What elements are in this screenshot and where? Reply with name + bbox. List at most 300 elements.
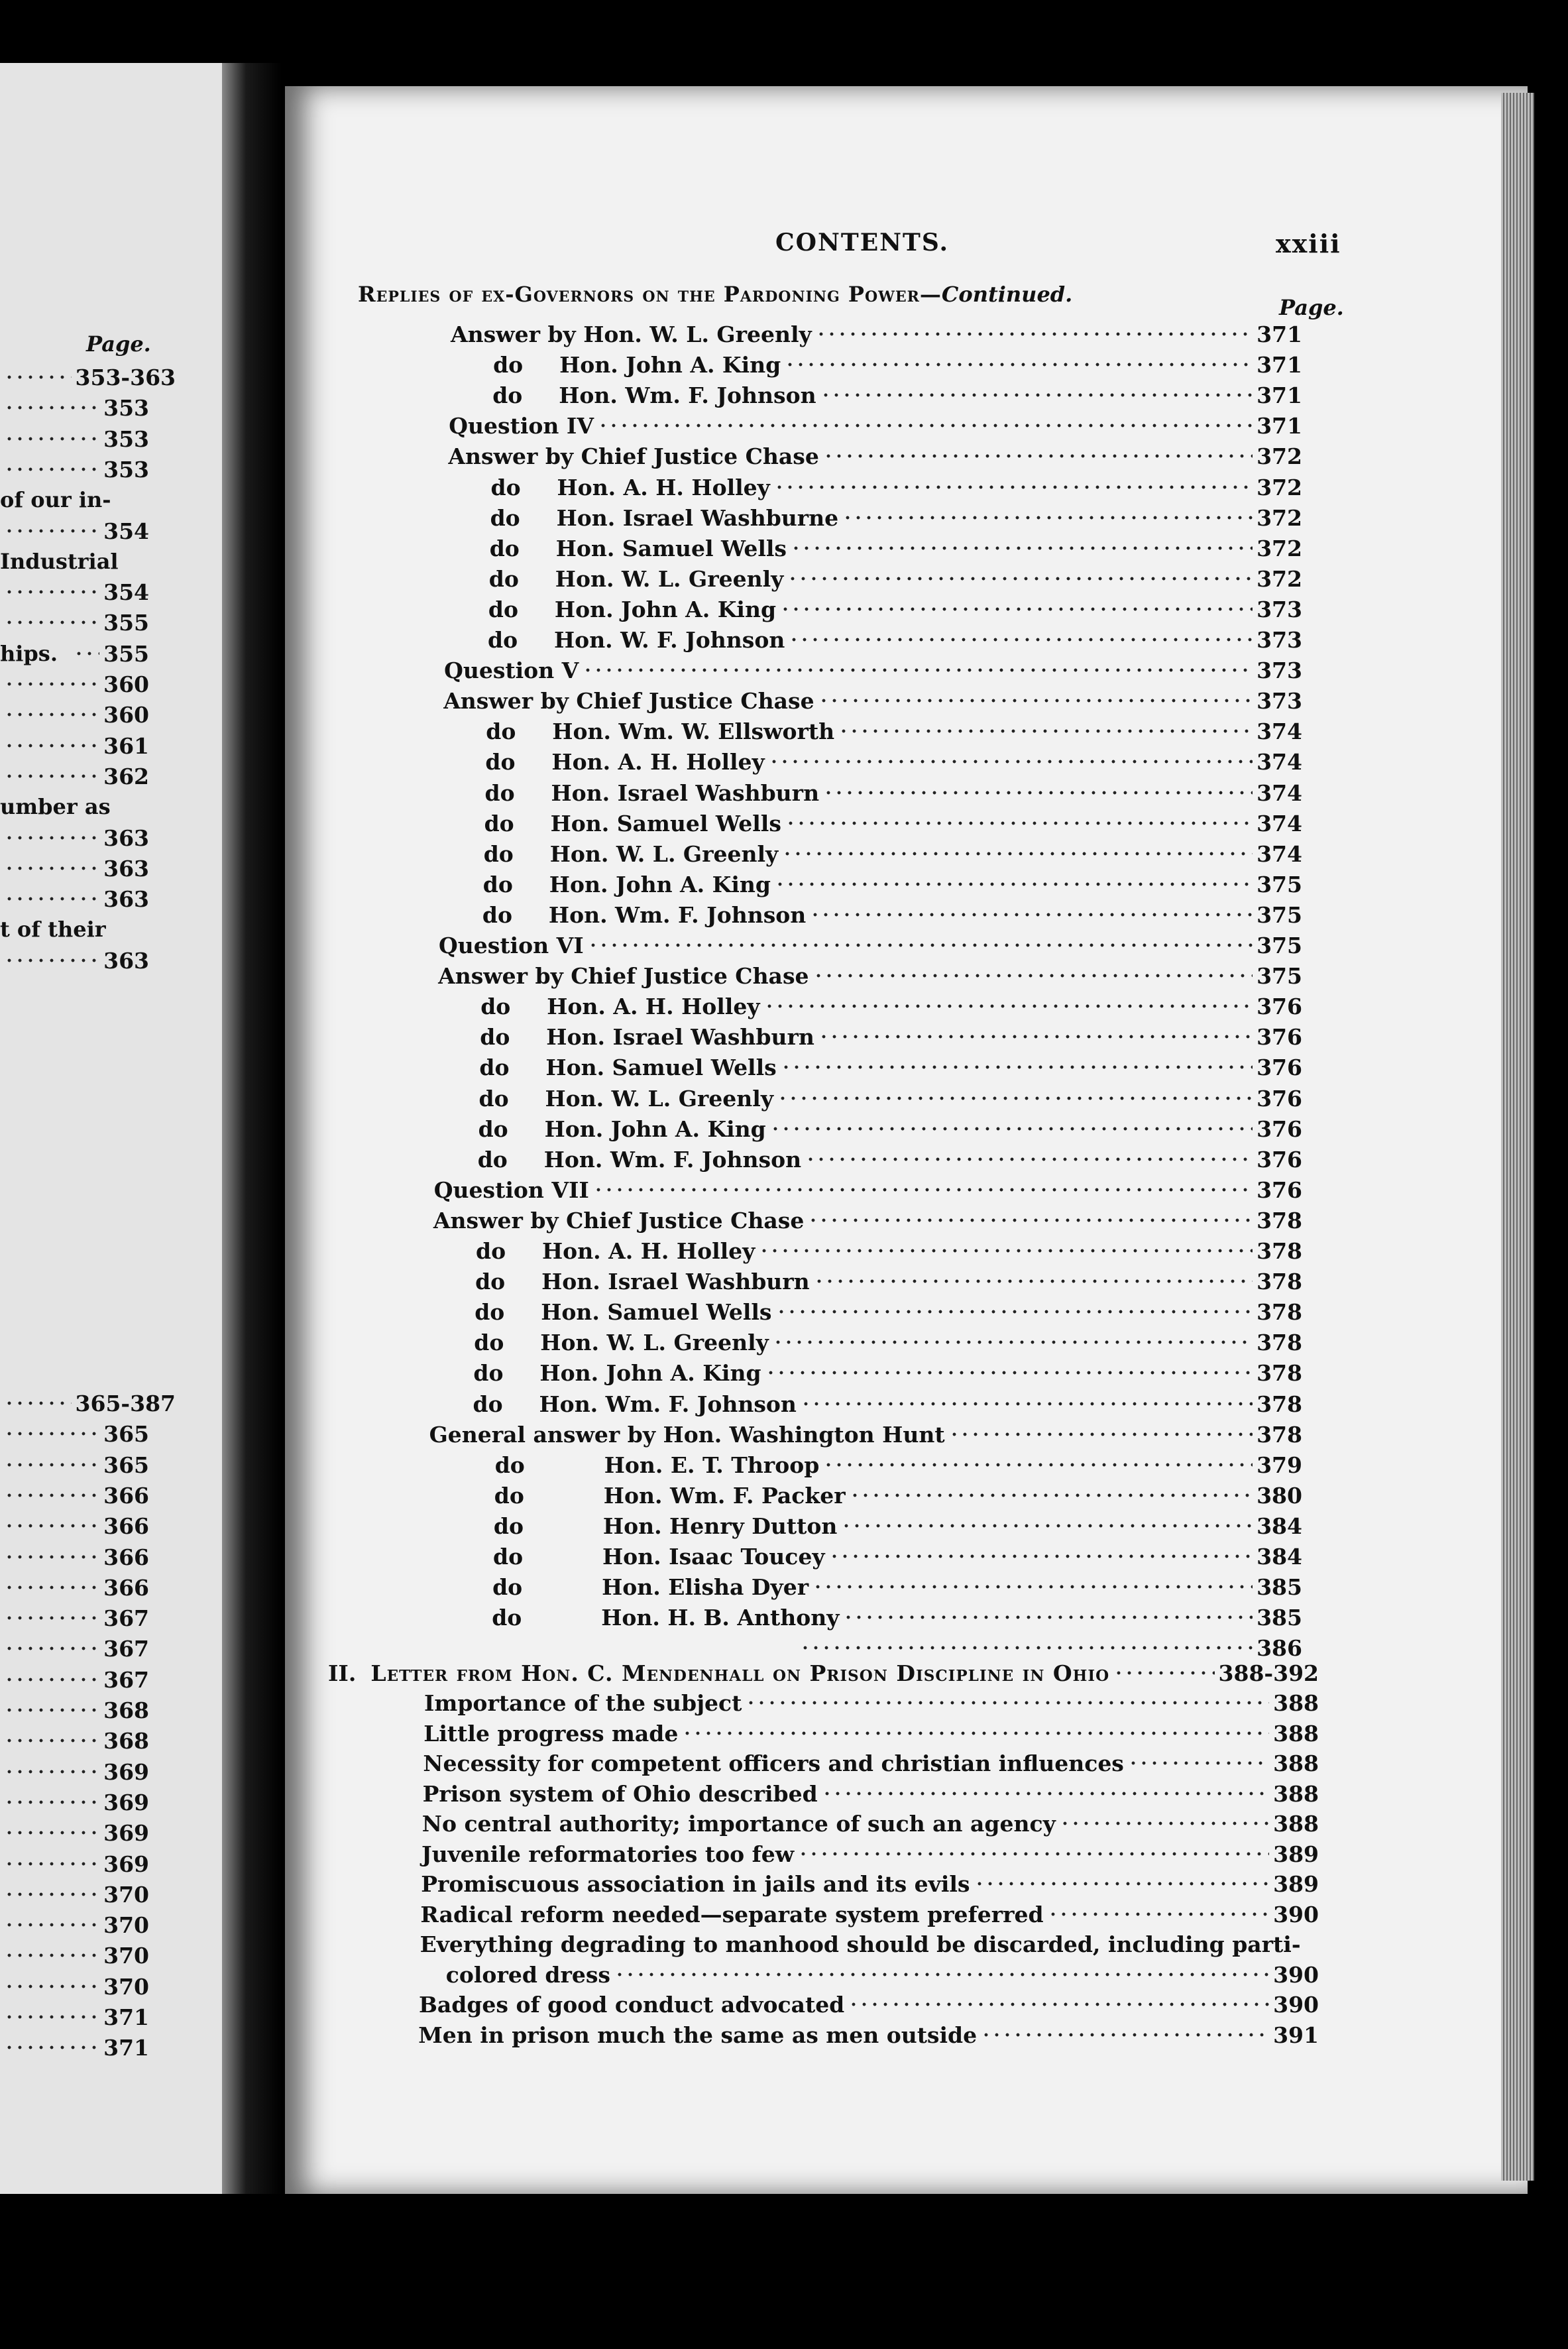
toc-entry-text: Hon. A. H. Holley bbox=[551, 749, 765, 775]
left-page-text: of our in- bbox=[0, 487, 111, 513]
leader-dots bbox=[583, 663, 1253, 677]
ditto-mark: do bbox=[475, 1299, 505, 1326]
toc-entry-text: Hon. Samuel Wells bbox=[550, 810, 781, 836]
toc-entry-label bbox=[486, 718, 834, 744]
left-page-number: 370 bbox=[103, 1973, 149, 2000]
toc-entry-page: 379 bbox=[1257, 1452, 1302, 1478]
section-ii-heading bbox=[328, 1660, 1319, 1686]
toc-entry-page: 376 bbox=[1257, 1176, 1302, 1203]
toc-entry bbox=[434, 1177, 1302, 1203]
leader-dots bbox=[818, 694, 1253, 707]
toc-entry bbox=[473, 1360, 1302, 1386]
toc-entry-text: Hon. W. L. Greenly bbox=[549, 840, 779, 867]
toc-entry-label bbox=[479, 1086, 774, 1112]
leader-dots bbox=[4, 1949, 99, 1962]
toc-entry-label: Question VII bbox=[433, 1176, 589, 1203]
left-page-number: 371 bbox=[103, 2004, 149, 2030]
left-page-entry bbox=[0, 886, 149, 912]
toc-entry-label: Radical reform needed—separate system preferred bbox=[420, 1901, 1044, 1927]
toc-entry bbox=[423, 1721, 1319, 1747]
left-page-column-label: Page. bbox=[86, 331, 151, 357]
leader-dots bbox=[782, 847, 1253, 860]
toc-entry bbox=[495, 1452, 1302, 1478]
toc-entry-page: 373 bbox=[1257, 627, 1302, 653]
toc-entry bbox=[424, 1690, 1319, 1716]
leader-dots bbox=[4, 862, 99, 875]
left-page-entry bbox=[0, 671, 149, 697]
toc-entry-text: Hon. E. T. Throop bbox=[604, 1452, 820, 1478]
leader-dots bbox=[4, 1826, 99, 1839]
toc-entry bbox=[491, 475, 1303, 500]
leader-dots bbox=[843, 1611, 1253, 1624]
toc-entry-text: Hon. Wm. F. Johnson bbox=[559, 382, 816, 409]
leader-dots bbox=[4, 585, 99, 599]
toc-entry-label bbox=[490, 536, 787, 561]
toc-entry bbox=[421, 1841, 1319, 1867]
left-page-number: 366 bbox=[103, 1513, 149, 1540]
toc-entry-page: 384 bbox=[1257, 1513, 1302, 1539]
leader-dots bbox=[810, 908, 1253, 921]
leader-dots bbox=[4, 1673, 99, 1686]
left-page-text: t of their bbox=[0, 917, 106, 943]
toc-entry-page: 378 bbox=[1257, 1238, 1302, 1264]
toc-entry-page: 378 bbox=[1257, 1330, 1302, 1356]
toc-entry-page: 372 bbox=[1257, 565, 1302, 592]
toc-entry bbox=[449, 413, 1302, 439]
toc-entry-label bbox=[495, 1452, 820, 1478]
left-page-number: 362 bbox=[103, 763, 149, 789]
toc-entry bbox=[419, 1992, 1319, 2018]
toc-entry-label: Answer by Chief Justice Chase bbox=[433, 1207, 805, 1233]
toc-entry bbox=[479, 1055, 1302, 1080]
leader-dots bbox=[4, 1857, 99, 1870]
toc-entry-page: 374 bbox=[1257, 779, 1302, 806]
toc-entry bbox=[438, 963, 1302, 989]
toc-entry bbox=[492, 1605, 1302, 1631]
toc-entry-label bbox=[488, 597, 776, 622]
leader-dots bbox=[841, 1519, 1253, 1532]
toc-entry bbox=[446, 1962, 1319, 1988]
toc-entry-page: 376 bbox=[1257, 1055, 1302, 1081]
ditto-mark: do bbox=[477, 1146, 508, 1173]
leader-dots bbox=[593, 1183, 1253, 1196]
leader-dots bbox=[801, 1397, 1253, 1410]
left-page-entry bbox=[0, 2035, 149, 2061]
leader-dots bbox=[4, 432, 99, 445]
ditto-mark: do bbox=[488, 627, 518, 653]
left-page-number: 366 bbox=[103, 1574, 149, 1601]
toc-entry-page: 374 bbox=[1257, 749, 1302, 775]
toc-entry-page: 388 bbox=[1273, 1811, 1319, 1837]
toc-entry-text: Hon. Samuel Wells bbox=[545, 1055, 777, 1081]
ditto-mark: do bbox=[494, 1482, 524, 1509]
toc-entry-label bbox=[494, 1513, 837, 1539]
left-page-number: 370 bbox=[103, 1943, 149, 1969]
gutter-shadow bbox=[222, 63, 282, 2194]
toc-entry-text: Hon. Wm. F. Johnson bbox=[543, 1146, 802, 1173]
toc-entry-label bbox=[473, 1360, 761, 1386]
left-page-entry bbox=[0, 733, 149, 759]
ditto-mark: do bbox=[473, 1391, 503, 1417]
left-page-number: 354 bbox=[103, 579, 149, 606]
left-page-entry bbox=[0, 395, 149, 421]
ditto-mark: do bbox=[489, 535, 520, 561]
ditto-mark: do bbox=[492, 1605, 522, 1631]
toc-entry-label: Importance of the subject bbox=[424, 1690, 742, 1716]
toc-entry bbox=[418, 2022, 1319, 2048]
toc-entry-label: Question VI bbox=[439, 933, 584, 958]
toc-entry bbox=[422, 1811, 1319, 1837]
leader-dots bbox=[1113, 1666, 1214, 1680]
leader-dots bbox=[1048, 1908, 1270, 1921]
ditto-mark: do bbox=[493, 1513, 524, 1539]
leader-dots bbox=[4, 1581, 99, 1594]
toc-entry-page: 371 bbox=[1257, 382, 1302, 409]
toc-entry bbox=[484, 811, 1302, 836]
left-page-number: 368 bbox=[103, 1697, 149, 1723]
leader-dots bbox=[842, 511, 1253, 524]
toc-entry-page: 380 bbox=[1257, 1482, 1302, 1509]
left-page-text: umber as bbox=[0, 794, 111, 820]
toc-entry-label bbox=[484, 811, 781, 836]
left-page-entry bbox=[0, 1605, 149, 1631]
left-page-entry bbox=[0, 1697, 149, 1723]
left-page-entry bbox=[0, 702, 149, 728]
toc-entry bbox=[492, 382, 1302, 408]
toc-entry bbox=[478, 1147, 1302, 1173]
toc-entry-page: 388 bbox=[1273, 1750, 1319, 1776]
leader-dots bbox=[4, 1397, 72, 1410]
toc-entry bbox=[420, 1931, 1319, 1957]
ditto-mark: do bbox=[479, 1055, 510, 1081]
toc-entry bbox=[421, 1871, 1319, 1897]
leader-dots bbox=[4, 1611, 99, 1625]
toc-entry bbox=[494, 1483, 1302, 1509]
leader-dots bbox=[4, 1458, 99, 1471]
left-page-entry bbox=[0, 1974, 149, 2000]
leader-dots bbox=[800, 1641, 1253, 1654]
ditto-mark: do bbox=[478, 1116, 508, 1142]
toc-entry-label bbox=[482, 902, 806, 928]
toc-entry bbox=[489, 566, 1302, 592]
leader-dots bbox=[682, 1727, 1269, 1740]
ditto-mark: do bbox=[478, 1085, 509, 1112]
ditto-mark: do bbox=[473, 1360, 504, 1387]
leader-dots bbox=[4, 1888, 99, 1901]
toc-entry-text: Hon. Wm. F. Packer bbox=[603, 1482, 846, 1509]
toc-entry-label: Answer by Hon. W. L. Greenly bbox=[451, 321, 812, 347]
toc-entry-page: 378 bbox=[1257, 1421, 1302, 1448]
ditto-mark: do bbox=[486, 718, 516, 745]
leader-dots bbox=[822, 1787, 1269, 1800]
left-page-entry bbox=[0, 1912, 149, 1938]
leader-dots bbox=[949, 1428, 1253, 1441]
leader-dots bbox=[4, 892, 99, 905]
toc-entry bbox=[483, 872, 1302, 897]
ditto-mark: do bbox=[483, 840, 514, 867]
toc-entry bbox=[423, 1781, 1319, 1807]
leader-dots bbox=[838, 724, 1253, 738]
left-page-entry bbox=[0, 1728, 149, 1754]
toc-entry bbox=[473, 1391, 1303, 1417]
toc-entry-page: 371 bbox=[1257, 352, 1302, 378]
ditto-mark: do bbox=[493, 352, 524, 378]
leader-dots bbox=[812, 1580, 1253, 1593]
leader-dots bbox=[4, 1489, 99, 1502]
left-page-number: 361 bbox=[103, 732, 149, 759]
left-page-number: 369 bbox=[103, 1758, 149, 1785]
leader-dots bbox=[776, 1305, 1253, 1318]
ditto-mark: do bbox=[492, 1574, 523, 1601]
left-page-entry bbox=[70, 641, 149, 667]
ditto-mark: do bbox=[488, 565, 519, 592]
section-header bbox=[358, 282, 1072, 307]
left-page-text: hips. bbox=[0, 640, 58, 666]
leader-dots bbox=[808, 1214, 1253, 1227]
section-header-continued: Continued. bbox=[941, 282, 1073, 307]
toc-entry-page: 373 bbox=[1257, 688, 1302, 715]
left-page-entry bbox=[0, 365, 176, 390]
leader-dots bbox=[4, 463, 99, 476]
toc-entry-label bbox=[485, 749, 764, 775]
left-page-number: 360 bbox=[103, 702, 149, 728]
left-page-entry bbox=[0, 856, 149, 882]
toc-entry bbox=[490, 536, 1302, 561]
ditto-mark: do bbox=[488, 596, 518, 622]
toc-entry-label bbox=[485, 780, 820, 806]
left-page-number: 367 bbox=[103, 1636, 149, 1662]
leader-dots bbox=[974, 1877, 1270, 1890]
leader-dots bbox=[4, 770, 99, 783]
section-title: Letter from Hon. C. Mendenhall on Prison Discipline in Ohio bbox=[370, 1660, 1110, 1686]
left-page-entry bbox=[0, 1851, 149, 1877]
toc-entry-page: 376 bbox=[1257, 994, 1302, 1020]
toc-entry-page: 371 bbox=[1257, 321, 1302, 347]
section-numeral: II. bbox=[328, 1660, 357, 1686]
toc-entry bbox=[420, 1902, 1319, 1927]
toc-entry-text: Hon. John A. King bbox=[539, 1360, 761, 1387]
toc-entry-page: 374 bbox=[1257, 840, 1302, 867]
toc-entry-page: 373 bbox=[1257, 596, 1302, 622]
leader-dots bbox=[823, 449, 1253, 463]
toc-entry-page: 390 bbox=[1273, 1901, 1319, 1927]
leader-dots bbox=[780, 602, 1253, 616]
ditto-mark: do bbox=[493, 1544, 524, 1570]
toc-entry-text: Hon. John A. King bbox=[559, 352, 781, 378]
toc-entry bbox=[448, 443, 1302, 469]
leader-dots bbox=[816, 327, 1253, 341]
toc-entry-label: Badges of good conduct advocated bbox=[419, 1992, 845, 2018]
leader-dots bbox=[4, 1980, 99, 1993]
toc-entry-page: 391 bbox=[1273, 2022, 1319, 2048]
toc-entry-page: 374 bbox=[1257, 810, 1302, 836]
toc-entry bbox=[429, 1422, 1302, 1448]
left-page-number: 367 bbox=[103, 1666, 149, 1693]
toc-entry bbox=[493, 1544, 1302, 1570]
left-page-number: 363 bbox=[103, 825, 149, 851]
ditto-mark: do bbox=[485, 749, 516, 775]
toc-entry-text: Hon. Samuel Wells bbox=[541, 1299, 772, 1326]
leader-dots bbox=[4, 401, 99, 414]
toc-entry bbox=[485, 749, 1302, 775]
toc-entry bbox=[439, 933, 1302, 958]
leader-dots bbox=[823, 1458, 1253, 1471]
leader-dots bbox=[848, 1998, 1269, 2011]
left-page-number: 353 bbox=[103, 456, 149, 483]
toc-entry-page: 386 bbox=[1257, 1635, 1302, 1662]
ditto-mark: do bbox=[494, 1452, 525, 1478]
leader-dots bbox=[981, 2028, 1269, 2041]
toc-entry-text: Hon. W. L. Greenly bbox=[555, 565, 784, 592]
leader-dots bbox=[4, 1734, 99, 1747]
toc-entry-page: 376 bbox=[1257, 1024, 1302, 1051]
toc-entry-label bbox=[492, 1574, 809, 1600]
toc-entry bbox=[433, 1208, 1302, 1233]
toc-entry bbox=[485, 780, 1303, 806]
toc-entry-label bbox=[483, 872, 771, 897]
toc-entry-text: Hon. John A. King bbox=[549, 871, 771, 897]
toc-entry-label bbox=[476, 1238, 755, 1264]
toc-entry-label: Question IV bbox=[449, 413, 594, 439]
toc-entry-text: Hon. Samuel Wells bbox=[555, 535, 787, 561]
toc-entry-label: Everything degrading to manhood should be discarded, including parti- bbox=[420, 1931, 1301, 1957]
leader-dots bbox=[4, 1765, 99, 1778]
toc-entry bbox=[423, 1750, 1319, 1776]
leader-dots bbox=[4, 2041, 99, 2054]
left-page-number: 353 bbox=[103, 426, 149, 452]
left-page-entry bbox=[0, 579, 149, 605]
toc-entry-page: 388 bbox=[1273, 1720, 1319, 1747]
leader-dots bbox=[4, 1550, 99, 1564]
left-page-entry bbox=[0, 1513, 149, 1539]
ditto-mark: do bbox=[482, 901, 512, 928]
left-page-entry bbox=[0, 426, 149, 452]
toc-entry bbox=[476, 1238, 1302, 1264]
toc-entry bbox=[475, 1269, 1302, 1294]
leader-dots bbox=[74, 647, 99, 660]
toc-entry-label: Answer by Chief Justice Chase bbox=[443, 688, 814, 715]
ditto-mark: do bbox=[475, 1269, 506, 1295]
toc-entry-label bbox=[491, 475, 770, 500]
toc-entry-label: Necessity for competent officers and christian influences bbox=[423, 1750, 1124, 1776]
toc-entry bbox=[474, 1330, 1302, 1355]
toc-entry-page: 388 bbox=[1273, 1690, 1319, 1716]
leader-dots bbox=[823, 786, 1253, 799]
toc-entry-label bbox=[484, 841, 779, 867]
section-header-title: Replies of ex-Governors on the Pardoning Power— bbox=[358, 282, 942, 307]
left-page-entry bbox=[0, 764, 149, 789]
leader-dots bbox=[614, 1968, 1269, 1981]
left-page-number: 366 bbox=[103, 1544, 149, 1570]
toc-entry bbox=[488, 627, 1302, 653]
leader-dots bbox=[4, 954, 99, 967]
ditto-mark: do bbox=[490, 474, 521, 500]
toc-entry-label bbox=[478, 1116, 766, 1142]
page-title: CONTENTS. bbox=[775, 229, 950, 257]
leader-dots bbox=[4, 677, 99, 691]
toc-entry-text: Hon. John A. King bbox=[554, 596, 777, 622]
leader-dots bbox=[775, 878, 1253, 891]
toc-entry-text: Hon. Henry Dutton bbox=[602, 1513, 838, 1539]
leader-dots bbox=[785, 817, 1253, 830]
page-column-label: Page. bbox=[1279, 295, 1344, 320]
toc-entry-label: Answer by Chief Justice Chase bbox=[438, 963, 809, 990]
toc-entry-label bbox=[480, 994, 759, 1019]
toc-entry-page: 378 bbox=[1257, 1207, 1302, 1233]
left-page-number: 363 bbox=[103, 886, 149, 913]
left-page-entry bbox=[0, 518, 149, 544]
leader-dots bbox=[829, 1550, 1253, 1563]
toc-entry-page: 390 bbox=[1273, 1992, 1319, 2018]
left-page-entry bbox=[0, 1882, 149, 1908]
leader-dots bbox=[4, 1519, 99, 1532]
left-page-number: 367 bbox=[103, 1605, 149, 1632]
left-page-number: 363 bbox=[103, 855, 149, 882]
toc-entry-label: Men in prison much the same as men outside bbox=[418, 2022, 978, 2048]
toc-entry-page: 375 bbox=[1257, 963, 1302, 990]
toc-entry-label: Answer by Chief Justice Chase bbox=[448, 443, 819, 470]
left-page-number: 370 bbox=[103, 1881, 149, 1908]
toc-entry bbox=[796, 1635, 1302, 1661]
toc-entry-label: No central authority; importance of such an agency bbox=[421, 1811, 1056, 1837]
toc-entry-page: 378 bbox=[1257, 1269, 1302, 1295]
leader-dots bbox=[777, 1092, 1253, 1105]
toc-entry bbox=[492, 1574, 1302, 1600]
toc-entry-label bbox=[488, 627, 785, 653]
left-page-number: 369 bbox=[103, 1789, 149, 1815]
left-page-entry bbox=[0, 610, 149, 636]
toc-entry-page: 372 bbox=[1257, 474, 1302, 500]
left-page-entry bbox=[0, 1943, 149, 1969]
toc-entry bbox=[444, 658, 1302, 683]
toc-entry-label: Little progress made bbox=[423, 1720, 679, 1747]
leader-dots bbox=[789, 633, 1253, 646]
toc-entry-text: Hon. Wm. F. Johnson bbox=[539, 1391, 797, 1417]
left-page-number: 366 bbox=[103, 1482, 149, 1509]
leader-dots bbox=[4, 739, 99, 752]
leader-dots bbox=[850, 1489, 1253, 1502]
left-page-entry bbox=[0, 825, 149, 851]
left-page-number: 365 bbox=[103, 1452, 149, 1478]
leader-dots bbox=[787, 572, 1253, 585]
toc-entry-label bbox=[475, 1299, 771, 1325]
toc-entry-label: Promiscuous association in jails and its evils bbox=[421, 1871, 970, 1897]
toc-entry bbox=[486, 718, 1302, 744]
left-page-number: 365-387 bbox=[75, 1391, 176, 1416]
toc-entry-page: 388 bbox=[1273, 1780, 1319, 1807]
toc-entry bbox=[479, 1086, 1303, 1112]
leader-dots bbox=[4, 708, 99, 721]
leader-dots bbox=[813, 969, 1253, 982]
toc-entry bbox=[475, 1299, 1302, 1325]
ditto-mark: do bbox=[490, 504, 520, 531]
toc-entry bbox=[490, 505, 1302, 531]
left-page-number: 355 bbox=[103, 610, 149, 636]
leader-dots bbox=[598, 419, 1253, 432]
toc-entry-label bbox=[490, 505, 839, 531]
left-page-number: 353-363 bbox=[75, 365, 176, 390]
left-page-entry bbox=[0, 948, 149, 974]
toc-entry bbox=[493, 352, 1302, 378]
toc-entry bbox=[484, 841, 1302, 867]
left-page-number: 365 bbox=[103, 1421, 149, 1448]
left-page-entry bbox=[0, 1544, 149, 1570]
ditto-mark: do bbox=[480, 1024, 510, 1051]
toc-entry-label bbox=[474, 1330, 769, 1355]
toc-entry-page: 389 bbox=[1273, 1841, 1319, 1867]
ditto-mark: do bbox=[476, 1238, 506, 1264]
leader-dots bbox=[770, 1122, 1253, 1135]
